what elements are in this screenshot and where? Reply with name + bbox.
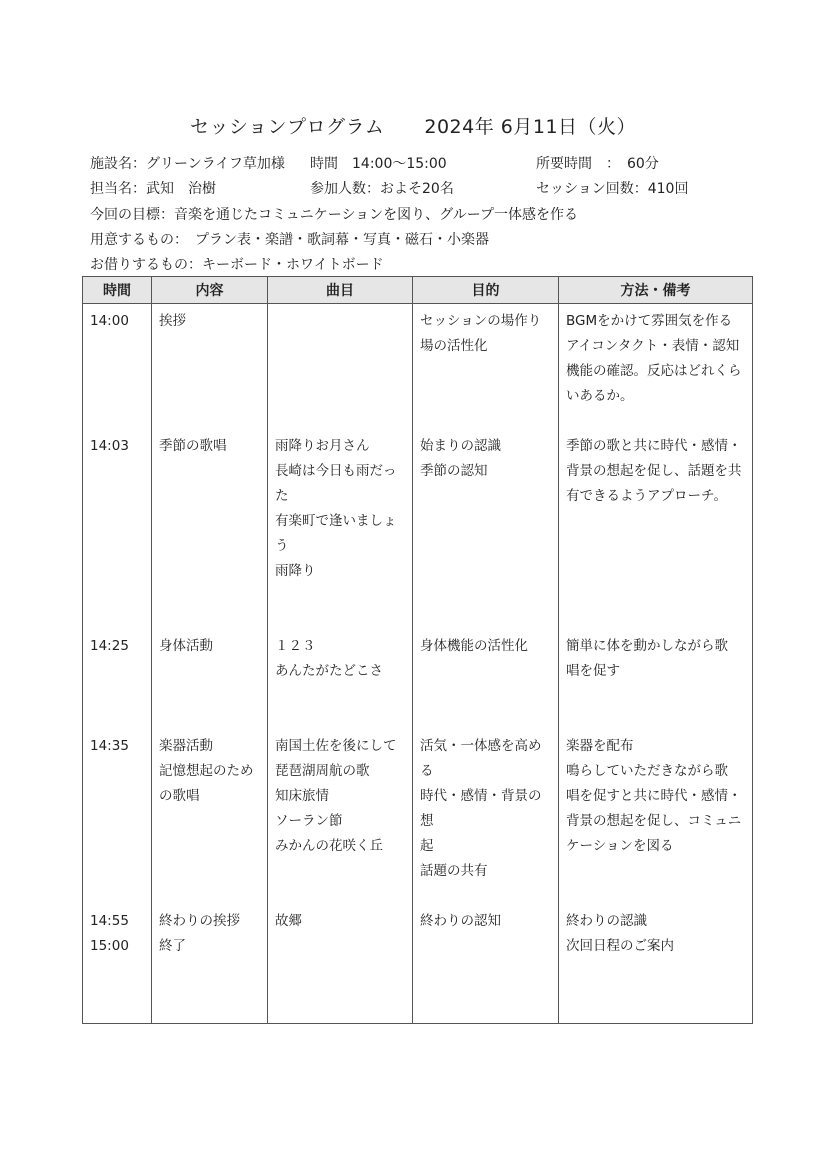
content-cell xyxy=(152,304,268,429)
purpose-line: セッションの場作り xyxy=(420,313,542,329)
songs-line: 知床旅情 xyxy=(275,787,329,804)
staff-text: 担当名：武知 治樹 xyxy=(90,181,216,197)
content-line: 季節の歌唱 xyxy=(159,437,227,454)
content-cell xyxy=(152,729,268,904)
method-cell xyxy=(559,429,753,629)
songs-cell xyxy=(268,304,413,429)
time-cell xyxy=(83,904,152,1024)
method-line: 唱を促す xyxy=(566,662,620,679)
table-row xyxy=(83,904,753,1024)
songs-line: 南国土佐を後にして xyxy=(275,737,397,754)
method-line: アイコンタクト・表情・認知 xyxy=(566,338,740,354)
table-row xyxy=(83,429,753,629)
content-cell xyxy=(152,629,268,729)
duration-text: 所要時間 ： 60分 xyxy=(536,156,659,172)
content-line: の歌唱 xyxy=(159,787,200,804)
header-method: 方法・備考 xyxy=(559,277,753,304)
method-line: 簡単に体を動かしながら歌 xyxy=(566,637,728,654)
songs-line: みかんの花咲く丘 xyxy=(275,837,383,854)
purpose-cell xyxy=(413,304,559,429)
songs-line: 雨降り xyxy=(275,562,316,579)
method-line: 季節の歌と共に時代・感情・ xyxy=(566,437,742,454)
session-count-text: セッション回数：410回 xyxy=(536,181,689,197)
borrow-text: お借りするもの：キーボード・ホワイトボード xyxy=(90,257,384,273)
prepare-text: 用意するもの： プラン表・楽譜・歌詞幕・写真・磁石・小楽器 xyxy=(90,232,489,248)
songs-cell xyxy=(268,629,413,729)
content-line: 身体活動 xyxy=(159,637,213,654)
songs-line: た xyxy=(275,487,289,504)
songs-line: 有楽町で逢いましょ xyxy=(275,512,397,529)
time-line: 14:35 xyxy=(90,737,129,754)
purpose-cell xyxy=(413,629,559,729)
page-title xyxy=(0,112,826,139)
method-line: 楽器を配布 xyxy=(566,737,634,754)
purpose-cell xyxy=(413,729,559,904)
content-line: 終了 xyxy=(159,937,186,954)
time-line: 14:03 xyxy=(90,437,129,454)
songs-line: 雨降りお月さん xyxy=(275,437,370,454)
method-cell xyxy=(559,304,753,429)
songs-cell xyxy=(268,729,413,904)
table-row xyxy=(83,629,753,729)
table-row xyxy=(83,304,753,429)
songs-line: 長崎は今日も雨だっ xyxy=(275,462,397,479)
purpose-line: 場の活性化 xyxy=(420,338,488,354)
purpose-line: 話題の共有 xyxy=(420,862,488,879)
content-cell xyxy=(152,429,268,629)
purpose-line: 時代・感情・背景の想 xyxy=(420,787,542,829)
songs-line: あんたがたどこさ xyxy=(275,662,383,679)
songs-line: １２３ xyxy=(275,637,316,654)
purpose-line: 活気・一体感を高め xyxy=(420,737,542,754)
time-text: 時間 14:00〜15:00 xyxy=(310,156,447,172)
purpose-line: 季節の認知 xyxy=(420,462,488,479)
purpose-line: 終わりの認知 xyxy=(420,912,501,929)
method-line: 終わりの認識 xyxy=(566,912,647,929)
method-cell xyxy=(559,629,753,729)
time-line: 14:25 xyxy=(90,637,129,654)
songs-line: ソーラン節 xyxy=(275,812,343,829)
songs-line: 琵琶湖周航の歌 xyxy=(275,762,370,779)
time-line: 14:55 xyxy=(90,912,129,929)
time-cell xyxy=(83,429,152,629)
content-line: 楽器活動 xyxy=(159,737,213,754)
table-body xyxy=(83,304,753,1024)
header-content: 内容 xyxy=(152,277,268,304)
songs-cell xyxy=(268,904,413,1024)
content-cell xyxy=(152,904,268,1024)
time-line: 15:00 xyxy=(90,937,129,954)
title-heading: セッションプログラム xyxy=(189,116,385,138)
purpose-cell xyxy=(413,429,559,629)
method-line: 背景の想起を促し、話題を共 xyxy=(566,462,742,479)
goal-text: 今回の目標：音楽を通じたコミュニケーションを図り、グループ一体感を作る xyxy=(90,207,579,223)
table-row xyxy=(83,729,753,904)
header-songs: 曲目 xyxy=(268,277,413,304)
method-line: 唱を促すと共に時代・感情・ xyxy=(566,787,742,804)
method-cell xyxy=(559,904,753,1024)
purpose-line: 身体機能の活性化 xyxy=(420,637,528,654)
time-line: 14:00 xyxy=(90,313,129,329)
table-header-row xyxy=(83,277,753,304)
content-line: 挨拶 xyxy=(159,313,186,329)
time-cell xyxy=(83,629,152,729)
purpose-line: る xyxy=(420,762,434,779)
songs-cell xyxy=(268,429,413,629)
content-line: 終わりの挨拶 xyxy=(159,912,240,929)
purpose-cell xyxy=(413,904,559,1024)
method-line: いあるか。 xyxy=(566,388,634,404)
purpose-line: 起 xyxy=(420,837,434,854)
time-cell xyxy=(83,729,152,904)
songs-line: 故郷 xyxy=(275,912,302,929)
method-cell xyxy=(559,729,753,904)
content-line: 記憶想起のため xyxy=(159,762,254,779)
method-line: BGMをかけて雰囲気を作る xyxy=(566,313,733,329)
header-purpose: 目的 xyxy=(413,277,559,304)
time-cell xyxy=(83,304,152,429)
method-line: 背景の想起を促し、コミュニ xyxy=(566,812,742,829)
program-table xyxy=(82,276,753,1024)
method-line: 鳴らしていただきながら歌 xyxy=(566,762,728,779)
method-line: ケーションを図る xyxy=(566,837,674,854)
songs-line: う xyxy=(275,537,289,554)
method-line: 機能の確認。反応はどれくら xyxy=(566,363,742,379)
facility-text: 施設名：グリーンライフ草加様 xyxy=(90,156,285,172)
method-line: 有できるようアプローチ。 xyxy=(566,487,728,504)
purpose-line: 始まりの認識 xyxy=(420,437,501,454)
participants-text: 参加人数：およそ20名 xyxy=(310,181,454,197)
header-time: 時間 xyxy=(83,277,152,304)
method-line: 次回日程のご案内 xyxy=(566,937,674,954)
title-date: 2024年 6月11日（火） xyxy=(424,116,637,138)
